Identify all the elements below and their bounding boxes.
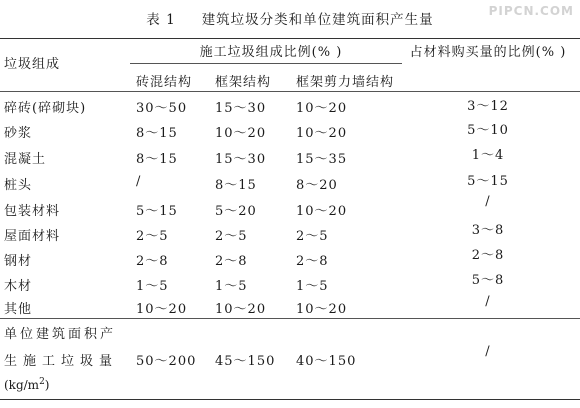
header-brick-concrete: 砖混结构	[136, 75, 193, 90]
cell-frame: 2～8	[215, 254, 248, 269]
watermark: PIPCN.COM	[488, 4, 574, 18]
row-name: 其他	[4, 302, 33, 317]
cell-shear: 10～20	[296, 101, 348, 116]
total-rule	[0, 318, 580, 319]
cell-brick: 1～5	[136, 279, 169, 294]
total-label-line2: 生施工垃圾量	[4, 354, 119, 369]
row-name: 碎砖(碎砌块)	[4, 101, 87, 116]
cell-shear: 40～150	[296, 354, 357, 369]
cell-purchase: /	[485, 344, 491, 359]
cell-brick: 2～8	[136, 254, 169, 269]
top-rule	[0, 38, 580, 39]
header-purchase-ratio: 占材料购买量的比例(% )	[409, 45, 567, 60]
row-name: 屋面材料	[4, 229, 61, 244]
row-name: 钢材	[4, 254, 33, 269]
row-name: 桩头	[4, 178, 33, 193]
header-frame: 框架结构	[215, 75, 272, 90]
total-unit: $(kg/m^2)$	[4, 377, 50, 392]
cell-frame: 1～5	[215, 279, 248, 294]
bottom-rule	[0, 399, 580, 400]
cell-purchase: 5～15	[467, 174, 509, 189]
cell-brick: 5～15	[136, 204, 178, 219]
cell-frame: 15～30	[215, 101, 267, 116]
cell-brick: 30～50	[136, 101, 188, 116]
table-number: 表 1	[146, 12, 176, 28]
cell-brick: 50～200	[136, 354, 197, 369]
cell-purchase: /	[485, 294, 491, 309]
table-caption	[0, 8, 580, 28]
cell-frame: 8～15	[215, 178, 257, 193]
cell-brick: 10～20	[136, 302, 188, 317]
cell-shear: 2～8	[296, 254, 329, 269]
cell-shear: 1～5	[296, 279, 329, 294]
total-label-line1: 单位建筑面积产	[4, 327, 117, 342]
cell-shear: 8～20	[296, 178, 338, 193]
cell-purchase: 3～8	[471, 223, 505, 238]
cell-brick: 8～15	[136, 126, 178, 141]
cell-frame: 10～20	[215, 302, 267, 317]
cell-brick: 2～5	[136, 229, 169, 244]
group-underline	[130, 63, 402, 64]
cell-purchase: 3～12	[467, 99, 509, 114]
cell-shear: 2～5	[296, 229, 329, 244]
cell-frame: 15～30	[215, 152, 267, 167]
cell-purchase: 5～8	[471, 273, 505, 288]
row-name: 包装材料	[4, 204, 61, 219]
cell-frame: 10～20	[215, 126, 267, 141]
cell-purchase: 1～4	[471, 148, 505, 163]
cell-brick: 8～15	[136, 152, 178, 167]
cell-brick: /	[136, 174, 142, 189]
cell-purchase: /	[485, 194, 491, 209]
row-name: 木材	[4, 279, 33, 294]
header-frame-shear-wall: 框架剪力墙结构	[296, 75, 395, 90]
cell-shear: 15～35	[296, 152, 348, 167]
header-group-ratio: 施工垃圾组成比例(% )	[199, 45, 343, 60]
row-name: 混凝土	[4, 152, 47, 167]
cell-frame: 5～20	[215, 204, 257, 219]
table-title: 建筑垃圾分类和单位建筑面积产生量	[201, 12, 434, 28]
header-composition: 垃圾组成	[4, 57, 61, 72]
header-rule	[0, 91, 580, 92]
cell-shear: 10～20	[296, 204, 348, 219]
cell-purchase: 2～8	[471, 248, 505, 263]
cell-shear: 10～20	[296, 126, 348, 141]
cell-frame: 45～150	[215, 354, 276, 369]
cell-frame: 2～5	[215, 229, 248, 244]
cell-shear: 10～20	[296, 302, 348, 317]
row-name: 砂浆	[4, 126, 33, 141]
cell-purchase: 5～10	[467, 123, 509, 138]
